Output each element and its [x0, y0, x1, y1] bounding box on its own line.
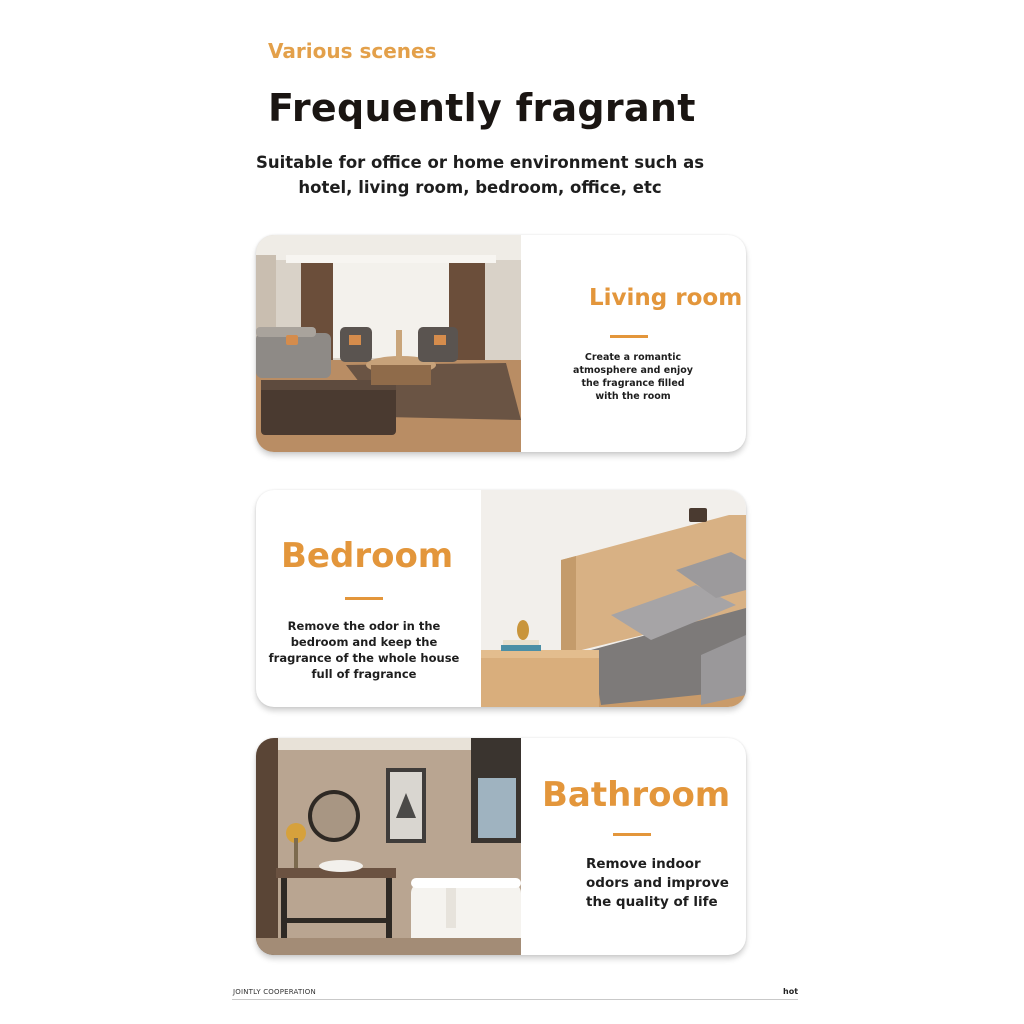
bathroom-photo [256, 738, 521, 955]
page-subtitle [200, 150, 760, 200]
scene-description: Remove indoor odors and improve the quality of life [586, 856, 729, 910]
title-underline [613, 833, 651, 836]
scene-card-bedroom [256, 490, 746, 707]
subtitle-line-1: Suitable for office or home environment such as [255, 153, 705, 172]
footer-divider [232, 999, 798, 1000]
footer-left-label: JOINTLY COOPERATION [233, 988, 316, 996]
living-room-text [521, 235, 746, 452]
bedroom-text [256, 490, 481, 707]
scene-card-living-room [256, 235, 746, 452]
title-underline [610, 335, 648, 338]
bathroom-text [521, 738, 746, 955]
eyebrow-label: Various scenes [268, 39, 437, 63]
title-underline [345, 597, 383, 600]
bedroom-photo [481, 490, 746, 707]
footer-right-label: hot [783, 987, 799, 996]
scene-title: Bedroom [281, 536, 454, 576]
living-room-photo [256, 235, 521, 452]
scene-description: Create a romantic atmosphere and enjoy the fragrance filled with the room [573, 352, 693, 402]
scene-description: Remove the odor in the bedroom and keep the fragrance of the whole house full of fragrance [268, 619, 460, 681]
subtitle-line-2: hotel, living room, bedroom, office, etc [298, 178, 662, 197]
scene-title: Living room [589, 285, 743, 311]
scene-title: Bathroom [542, 775, 731, 815]
page-title: Frequently fragrant [268, 86, 696, 130]
scene-card-bathroom [256, 738, 746, 955]
